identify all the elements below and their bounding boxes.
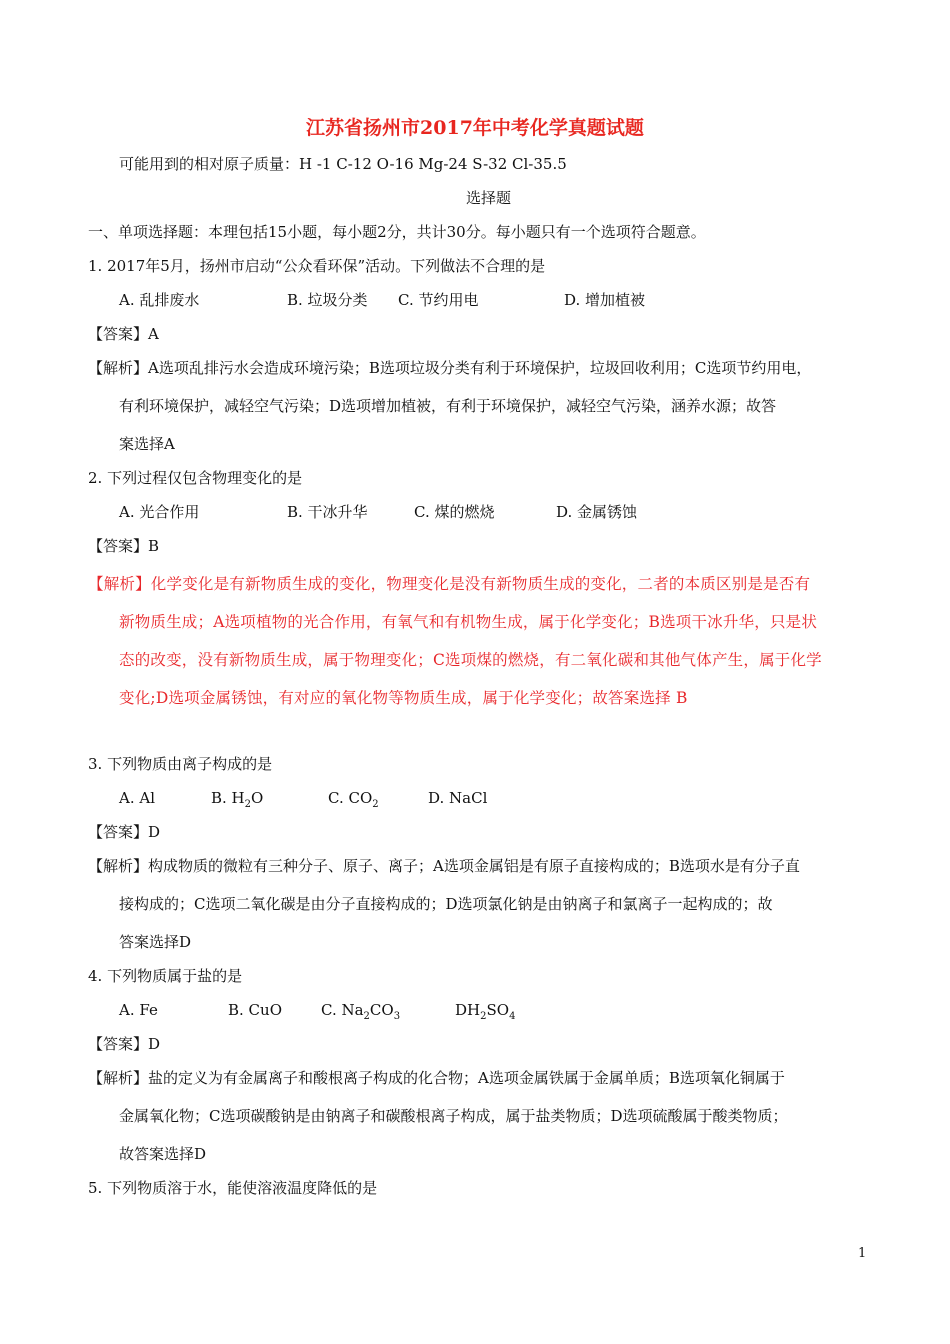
q4-option-b: B. CuO <box>228 1001 282 1019</box>
q3-option-b <box>211 788 263 815</box>
q2-option-b: B. 干冰升华 <box>287 503 368 521</box>
q3-explanation-1: 【解析】构成物质的微粒有三种分子、原子、离子；A选项金属铝是有原子直接构成的；B选项水是有分子直 <box>88 857 800 875</box>
q2-explanation-1: 【解析】化学变化是有新物质生成的变化，物理变化是没有新物质生成的变化，二者的本质区别是是否有 <box>88 575 811 593</box>
q4-explanation-2: 金属氧化物；C选项碳酸钠是由钠离子和碳酸根离子构成，属于盐类物质；D选项硫酸属于酸类物质； <box>119 1107 788 1125</box>
q2-option-c: C. 煤的燃烧 <box>414 503 495 521</box>
page-title: 江苏省扬州市2017年中考化学真题试题 <box>306 117 644 139</box>
page-number: 1 <box>858 1246 867 1261</box>
q3-option-c-text: C. CO <box>328 789 373 807</box>
q4-answer: 【答案】D <box>88 1035 161 1053</box>
q4-option-a: A. Fe <box>119 1001 158 1019</box>
q2-explanation-2: 新物质生成；A选项植物的光合作用，有氧气和有机物生成，属于化学变化；B选项干冰升华，只是状 <box>119 613 818 631</box>
q2-option-a: A. 光合作用 <box>119 503 200 521</box>
q4-explanation-3: 故答案选择D <box>119 1145 207 1163</box>
q2-explanation-3: 态的改变，没有新物质生成，属于物理变化；C选项煤的燃烧，有二氧化碳和其他气体产生，属于化学 <box>119 651 822 669</box>
q4-option-c <box>321 1000 400 1027</box>
q4-option-c-sub-1: 2 <box>363 1011 370 1022</box>
q3-explanation-2: 接构成的；C选项二氧化碳是由分子直接构成的；D选项氯化钠是由钠离子和氯离子一起构成的；故 <box>119 895 773 913</box>
q1-stem: 1. 2017年5月，扬州市启动“公众看环保”活动。下列做法不合理的是 <box>88 257 546 275</box>
q5-stem: 5. 下列物质溶于水，能使溶液温度降低的是 <box>88 1179 378 1197</box>
section-title: 选择题 <box>466 189 512 207</box>
instructions: 一、单项选择题：本理包括15小题，每小题2分，共计30分。每小题只有一个选项符合题意。 <box>88 223 706 241</box>
q4-option-d-text: DH <box>455 1001 481 1019</box>
q4-option-d <box>455 1000 515 1027</box>
q3-option-d: D. NaCl <box>428 789 488 807</box>
q2-answer: 【答案】B <box>88 537 160 555</box>
q3-explanation-3: 答案选择D <box>119 933 192 951</box>
q1-answer: 【答案】A <box>88 325 159 343</box>
q4-stem: 4. 下列物质属于盐的是 <box>88 967 243 985</box>
q2-option-d: D. 金属锈蚀 <box>556 503 638 521</box>
q2-explanation-4: 变化;D选项金属锈蚀，有对应的氧化物等物质生成，属于化学变化；故答案选择 B <box>119 689 688 707</box>
q1-option-d: D. 增加植被 <box>564 291 646 309</box>
q3-answer: 【答案】D <box>88 823 161 841</box>
q1-explanation-2: 有利环境保护，减轻空气污染；D选项增加植被，有利于环境保护，减轻空气污染，涵养水源；故答 <box>119 397 777 415</box>
q4-option-d-sub-1: 2 <box>480 1011 487 1022</box>
q3-option-b-text: B. H <box>211 789 245 807</box>
q4-option-c-sub-2: 3 <box>393 1011 401 1022</box>
q1-explanation-3: 案选择A <box>119 435 175 453</box>
q4-option-c-mid: CO <box>369 1001 394 1019</box>
q4-explanation-1: 【解析】盐的定义为有金属离子和酸根离子构成的化合物；A选项金属铁属于金属单质；B选项氧化铜属于 <box>88 1069 785 1087</box>
q1-explanation-1: 【解析】A选项乱排污水会造成环境污染；B选项垃圾分类有利于环境保护，垃圾回收利用；C选项节约用电， <box>88 359 812 377</box>
q3-option-b-suffix: O <box>251 789 264 807</box>
q3-stem: 3. 下列物质由离子构成的是 <box>88 755 273 773</box>
q4-option-d-sub-2: 4 <box>509 1011 516 1022</box>
q3-option-c <box>328 788 379 815</box>
q3-option-b-subscript: 2 <box>244 799 252 810</box>
q3-option-c-subscript: 2 <box>372 799 379 810</box>
q3-option-a: A. Al <box>119 789 155 807</box>
q1-option-b: B. 垃圾分类 <box>287 291 368 309</box>
atomic-masses: 可能用到的相对原子质量：H -1 C-12 O-16 Mg-24 S-32 Cl-35.5 <box>119 155 567 173</box>
q4-option-d-mid: SO <box>486 1001 510 1019</box>
q1-option-a: A. 乱排废水 <box>119 291 200 309</box>
q1-option-c: C. 节约用电 <box>398 291 479 309</box>
q2-stem: 2. 下列过程仅包含物理变化的是 <box>88 469 303 487</box>
q4-option-c-text: C. Na <box>321 1001 364 1019</box>
